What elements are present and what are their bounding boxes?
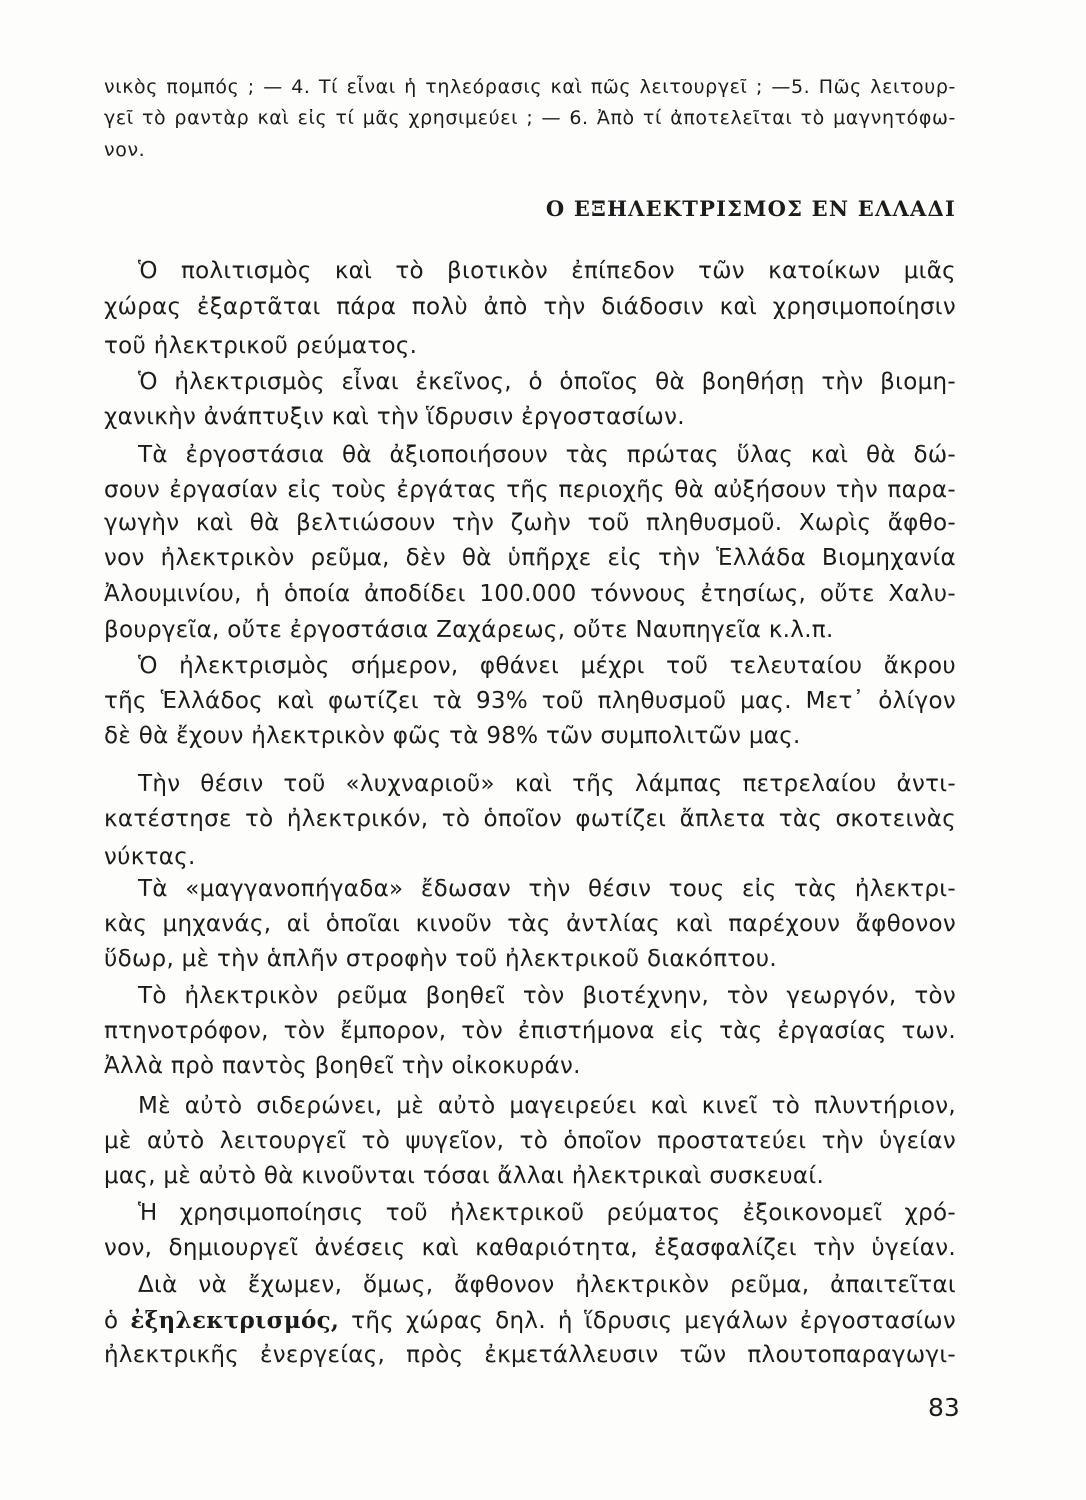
questions-line-1: νικὸς πομπός ; — 4. Τί εἶναι ἡ τηλεόρασις καὶ πῶς λειτουργεῖ ; —5. Πῶς λειτουρ-	[104, 76, 956, 98]
body-line: Τὸ ἠλεκτρικὸν ρεῦμα βοηθεῖ τὸν βιοτέχνην, τὸν γεωργόν, τὸν	[138, 983, 956, 1009]
body-line: κὰς μηχανάς, αἱ ὁποῖαι κινοῦν τὰς ἀντλίας καὶ παρέχουν ἄφθονον	[104, 911, 956, 937]
body-line-last: ἠλεκτρικῆς ἐνεργείας, πρὸς ἐκμετάλλευσιν τῶν πλουτοπαραγωγι-	[104, 1342, 956, 1368]
body-line: βουργεῖα, οὔτε ἐργοστάσια Ζαχάρεως, οὔτε Ναυπηγεῖα κ.λ.π.	[104, 617, 834, 643]
final-line-suffix: τῆς χώρας δηλ. ἡ ἵδρυσις μεγάλων ἐργοστασίων	[339, 1308, 956, 1334]
body-line: Μὲ αὐτὸ σιδερώνει, μὲ αὐτὸ μαγειρεύει καὶ κινεῖ τὸ πλυντήριον,	[138, 1093, 956, 1119]
body-line: νον ἠλεκτρικὸν ρεῦμα, δὲν θὰ ὑπῆρχε εἰς τὴν Ἑλλάδα Βιομηχανία	[104, 545, 956, 571]
body-line: γωγὴν καὶ θὰ βελτιώσουν τὴν ζωὴν τοῦ πληθυσμοῦ. Χωρὶς ἄφθο-	[104, 510, 956, 536]
body-line: Τὰ «μαγγανοπήγαδα» ἔδωσαν τὴν θέσιν τους εἰς τὰς ἠλεκτρι-	[138, 876, 956, 902]
body-line: πτηνοτρόφον, τὸν ἔμπορον, τὸν ἐπιστήμονα εἰς τὰς ἐργασίας των.	[104, 1018, 956, 1044]
body-line: νον, δημιουργεῖ ἀνέσεις καὶ καθαριότητα, ἐξασφαλίζει τὴν ὑγείαν.	[104, 1235, 956, 1261]
body-line: μὲ αὐτὸ λειτουργεῖ τὸ ψυγεῖον, τὸ ὁποῖον προστατεύει τὴν ὑγείαν	[104, 1128, 956, 1154]
body-line: τῆς Ἑλλάδος καὶ φωτίζει τὰ 93% τοῦ πληθυσμοῦ μας. Μετ᾽ ὀλίγον	[104, 688, 956, 714]
questions-line-3: νον.	[104, 139, 146, 161]
body-line: Ὁ ἠλεκτρισμὸς εἶναι ἐκεῖνος, ὁ ὁποῖος θὰ βοηθήσῃ τὴν βιομη-	[138, 369, 956, 395]
body-line: Τὰ ἐργοστάσια θὰ ἀξιοποιήσουν τὰς πρώτας ὕλας καὶ θὰ δώ-	[138, 442, 956, 468]
body-line-with-bold-term	[104, 1307, 956, 1334]
questions-line-2: γεῖ τὸ ραντὰρ καὶ εἰς τί μᾶς χρησιμεύει ; — 6. Ἀπὸ τί ἀποτελεῖται τὸ μαγνητόφω-	[104, 107, 956, 129]
body-line: νύκτας.	[104, 844, 196, 870]
page-number: 83	[928, 1393, 960, 1422]
body-line: μας, μὲ αὐτὸ θὰ κινοῦνται τόσαι ἄλλαι ἠλεκτρικαὶ συσκευαί.	[104, 1163, 825, 1189]
body-line: Ἡ χρησιμοποίησις τοῦ ἠλεκτρικοῦ ρεύματος ἐξοικονομεῖ χρό-	[138, 1200, 956, 1226]
body-line: χώρας ἐξαρτᾶται πάρα πολὺ ἀπὸ τὴν διάδοσιν καὶ χρησιμοποίησιν	[104, 294, 956, 320]
bold-term: ἐξηλεκτρισμός,	[130, 1307, 340, 1334]
body-line: δὲ θὰ ἔχουν ἠλεκτρικὸν φῶς τὰ 98% τῶν συμπολιτῶν μας.	[104, 723, 801, 749]
body-line: Ὁ πολιτισμὸς καὶ τὸ βιοτικὸν ἐπίπεδον τῶν κατοίκων μιᾶς	[138, 258, 956, 284]
body-line: ὕδωρ, μὲ τὴν ἁπλῆν στροφὴν τοῦ ἠλεκτρικοῦ διακόπτου.	[104, 946, 777, 972]
section-title: Ο ΕΞΗΛΕΚΤΡΙΣΜΟΣ ΕΝ ΕΛΛΑΔΙ	[545, 196, 956, 221]
body-line: τοῦ ἠλεκτρικοῦ ρεύματος.	[104, 333, 418, 359]
body-line: κατέστησε τὸ ἠλεκτρικόν, τὸ ὁποῖον φωτίζει ἄπλετα τὰς σκοτεινὰς	[104, 806, 956, 832]
body-line: Ὁ ἠλεκτρισμὸς σήμερον, φθάνει μέχρι τοῦ τελευταίου ἄκρου	[138, 653, 956, 679]
body-line: Ἀλουμινίου, ἡ ὁποία ἀποδίδει 100.000 τόννους ἐτησίως, οὔτε Χαλυ-	[104, 581, 956, 607]
body-line: Ἀλλὰ πρὸ παντὸς βοηθεῖ τὴν οἰκοκυράν.	[104, 1053, 581, 1079]
body-line: σουν ἐργασίαν εἰς τοὺς ἐργάτας τῆς περιοχῆς θὰ αὐξήσουν τὴν παρα-	[104, 477, 956, 503]
final-line-prefix: ὁ	[104, 1308, 131, 1334]
body-line: χανικὴν ἀνάπτυξιν καὶ τὴν ἵδρυσιν ἐργοστασίων.	[104, 404, 685, 430]
body-line: Διὰ νὰ ἔχωμεν, ὅμως, ἄφθονον ἠλεκτρικὸν ρεῦμα, ἀπαιτεῖται	[138, 1272, 956, 1298]
body-line: Τὴν θέσιν τοῦ «λυχναριοῦ» καὶ τῆς λάμπας πετρελαίου ἀντι-	[138, 771, 956, 797]
